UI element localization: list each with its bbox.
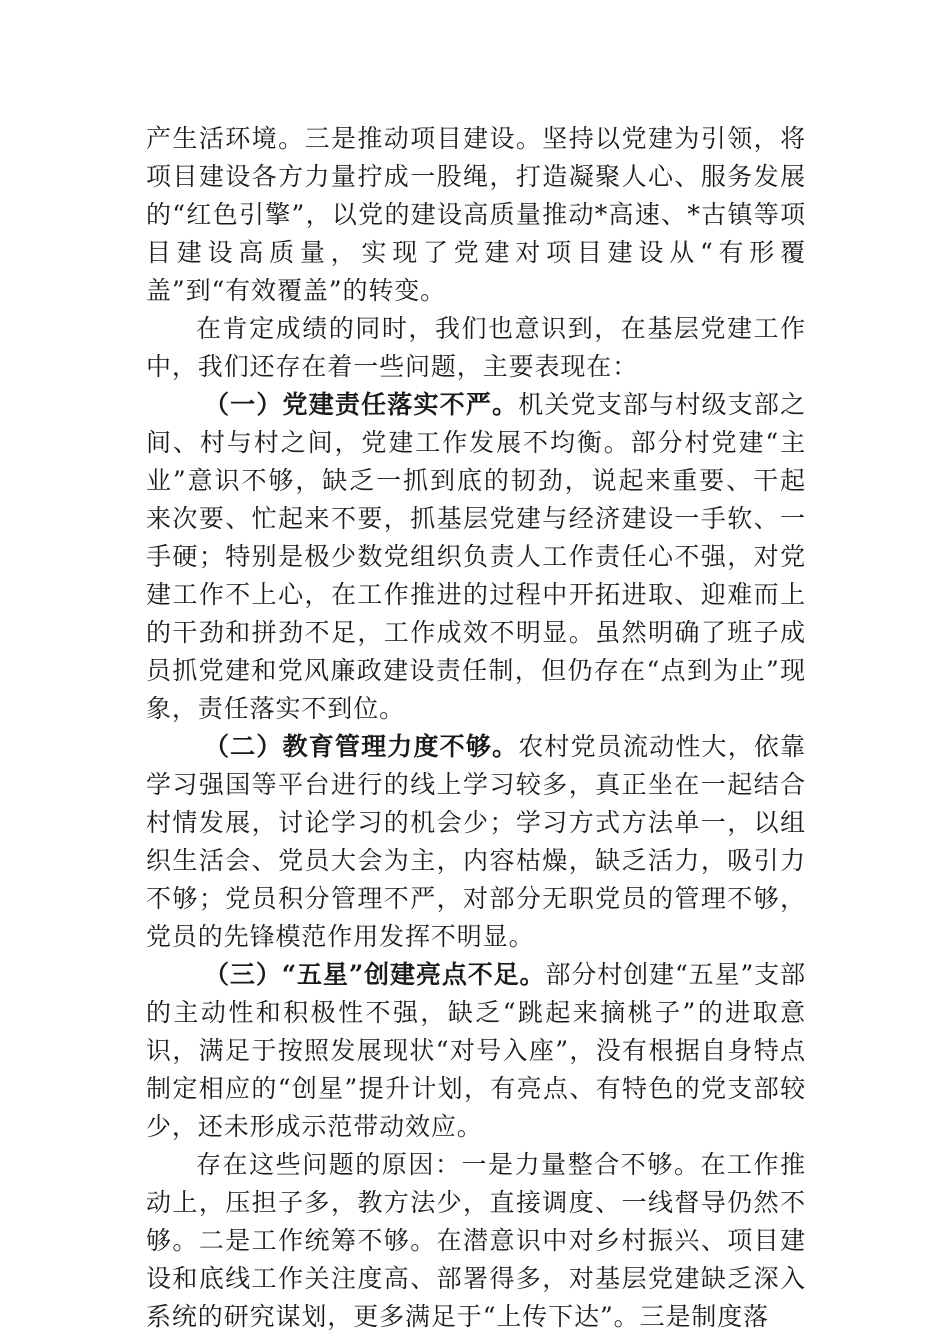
paragraph-2-text: 在肯定成绩的同时，我们也意识到，在基层党建工作中，我们还存在着一些问题，主要表现在：	[146, 314, 806, 381]
paragraph-2	[146, 310, 806, 386]
paragraph-5-text: 部分村创建“五星”支部的主动性和积极性不强，缺乏“跳起来摘桃子”的进取意识，满足于按照发展现状“对号入座”，没有根据自身特点制定相应的“创星”提升计划，有亮点、有特色的党支部较少，还未形成示范带动效应。	[146, 960, 806, 1141]
section-heading-1: （一）党建责任落实不严。	[204, 390, 519, 419]
document-body	[146, 120, 806, 1336]
section-heading-3: （三）“五星”创建亮点不足。	[204, 960, 546, 989]
paragraph-6	[146, 1146, 806, 1336]
section-heading-2: （二）教育管理力度不够。	[204, 732, 519, 761]
paragraph-3	[146, 386, 806, 728]
paragraph-5	[146, 956, 806, 1146]
paragraph-1-text: 产生活环境。三是推动项目建设。坚持以党建为引领，将项目建设各方力量拧成一股绳，打造凝聚人心、服务发展的“红色引擎”，以党的建设高质量推动*高速、*古镇等项目建设高质量，实现了党建对项目建设从“有形覆盖”到“有效覆盖”的转变。	[146, 124, 806, 305]
paragraph-6-text: 存在这些问题的原因：一是力量整合不够。在工作推动上，压担子多，教方法少，直接调度、一线督导仍然不够。二是工作统筹不够。在潜意识中对乡村振兴、项目建设和底线工作关注度高、部署得多，对基层党建缺乏深入系统的研究谋划，更多满足于“上传下达”。三是制度落	[146, 1150, 806, 1331]
paragraph-1	[146, 120, 806, 310]
paragraph-4	[146, 728, 806, 956]
paragraph-4-text: 农村党员流动性大，依靠学习强国等平台进行的线上学习较多，真正坐在一起结合村情发展，讨论学习的机会少；学习方式方法单一，以组织生活会、党员大会为主，内容枯燥，缺乏活力，吸引力不够；党员积分管理不严，对部分无职党员的管理不够，党员的先锋模范作用发挥不明显。	[146, 732, 806, 951]
paragraph-3-text: 机关党支部与村级支部之间、村与村之间，党建工作发展不均衡。部分村党建“主业”意识不够，缺乏一抓到底的韧劲，说起来重要、干起来次要、忙起来不要，抓基层党建与经济建设一手软、一手硬；特别是极少数党组织负责人工作责任心不强，对党建工作不上心，在工作推进的过程中开拓进取、迎难而上的干劲和拼劲不足，工作成效不明显。虽然明确了班子成员抓党建和党风廉政建设责任制，但仍存在“点到为止”现象，责任落实不到位。	[146, 390, 806, 723]
